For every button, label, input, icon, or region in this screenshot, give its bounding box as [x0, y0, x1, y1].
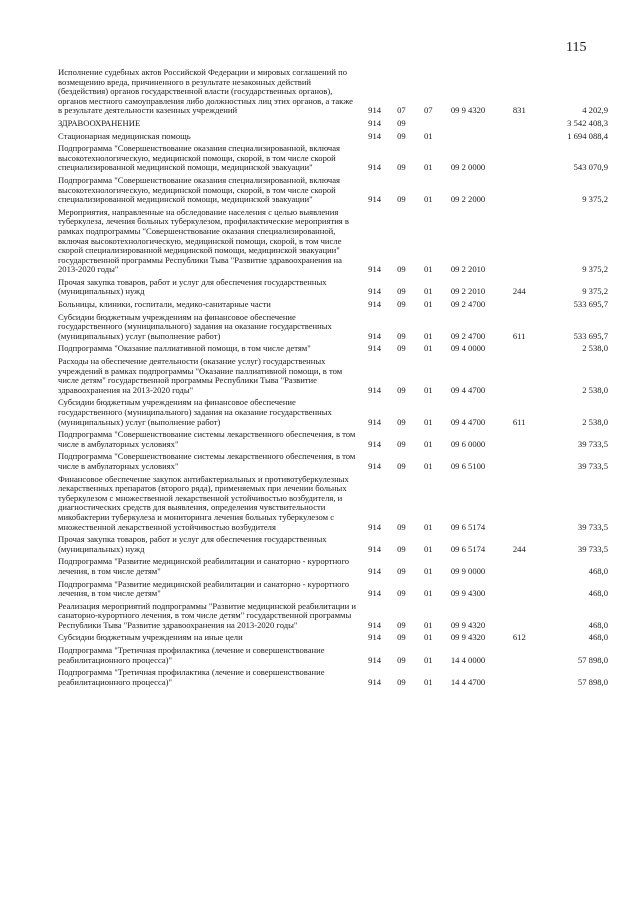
subsection-code: 01 [423, 438, 433, 449]
subsection-code: 01 [423, 654, 433, 665]
admin-code: 914 [368, 343, 382, 354]
amount: 9 375,2 [582, 194, 608, 205]
table-row [58, 475, 608, 536]
admin-code: 914 [368, 105, 382, 116]
table-row [58, 68, 608, 119]
amount: 3 542 408,3 [567, 117, 608, 128]
expense-type-code [513, 557, 546, 579]
subsection-code: 01 [423, 286, 433, 297]
section-code: 09 [397, 676, 406, 687]
table-row [58, 144, 608, 176]
row-name: Мероприятия, направленные на обследование населения с целью выявления туберкулеза, лечения больных туберкулезом, профилактические мероприятия в рамках подпрограммы "Совершенствование оказания специализированной, включая высокотехнологическую, медицинской помощи, скорой, в том числе скорой специализированной медицинской помощи, медицинской эвакуации" государственной программы Республики Тыва "Развитие здравоохранения на 2013-2020 годы" [58, 206, 349, 275]
table-row [58, 278, 608, 300]
admin-code: 914 [368, 286, 382, 297]
row-name: Финансовое обеспечение закупок антибактериальных и противотуберкулезных лекарственных препаратов (второго ряда), применяемых при лечении больных туберкулезом с множественной лекарственной устойчивостью возбудителя, и диагностических средств для выявления, определения чувствительности микобактерии туберкулеза и мониторинга лечения больных туберкулезом с множественной лекарственной устойчивостью возбудителя [58, 473, 349, 532]
expense-type-code [513, 144, 546, 176]
amount: 468,0 [588, 588, 608, 599]
section-code: 09 [397, 286, 406, 297]
table-row [58, 557, 608, 579]
expense-type-code [513, 646, 546, 668]
admin-code: 914 [368, 416, 382, 427]
target-article-code: 09 4 4700 [450, 384, 486, 395]
subsection-code: 01 [423, 632, 433, 643]
admin-code: 914 [368, 117, 382, 128]
subsection-code: 01 [423, 565, 433, 576]
row-name: Реализация мероприятий подпрограммы "Развитие медицинской реабилитации и санаторно-курортного лечения, в том числе детям" государственной программы Республики Тыва "Развитие здравоохранения на 2013-2020 годы" [58, 600, 356, 630]
table-row [58, 313, 608, 345]
target-article-code [451, 119, 513, 132]
row-name: Исполнение судебных актов Российской Федерации и мировых соглашений по возмещению вреда, причиненного в результате незаконных действий (бездействия) органов государственной власти (государственных органов), органов местного самоуправления либо должностных лиц этих органов, а также в результате деятельности казенных учреждений [58, 67, 353, 116]
expense-type-code: 244 [512, 286, 526, 297]
subsection-code: 01 [423, 162, 433, 173]
row-name: Подпрограмма "Развитие медицинской реабилитации и санаторно - курортного лечения, в том числе детям" [58, 578, 350, 599]
target-article-code: 09 6 0000 [450, 438, 486, 449]
row-name: Прочая закупка товаров, работ и услуг для обеспечения государственных (муниципальных) нужд [58, 534, 327, 554]
target-article-code: 09 6 5100 [450, 460, 486, 471]
subsection-code: 07 [423, 105, 433, 116]
section-code: 09 [397, 654, 406, 665]
expense-type-code [513, 208, 546, 278]
row-name: Подпрограмма "Развитие медицинской реабилитации и санаторно - курортного лечения, в том числе детям" [58, 556, 350, 576]
table-row [58, 668, 608, 690]
section-code: 09 [397, 416, 406, 427]
target-article-code: 09 2 2000 [450, 194, 486, 205]
section-code: 09 [397, 619, 406, 630]
admin-code: 914 [368, 632, 382, 643]
table-row [58, 176, 608, 208]
section-code: 09 [397, 343, 406, 354]
expense-type-code [513, 300, 546, 313]
admin-code: 914 [368, 299, 382, 310]
expense-type-code [513, 132, 546, 145]
target-article-code: 09 6 5174 [450, 543, 486, 554]
admin-code: 914 [368, 676, 382, 687]
table-row [58, 208, 608, 278]
page-number: 115 [566, 40, 587, 55]
admin-code: 914 [368, 438, 382, 449]
target-article-code: 09 2 2010 [450, 264, 486, 275]
amount: 468,0 [588, 565, 608, 576]
target-article-code: 09 9 4320 [450, 619, 486, 630]
section-code: 09 [397, 384, 406, 395]
table-row [58, 535, 608, 557]
admin-code: 914 [368, 330, 382, 341]
admin-code: 914 [368, 521, 382, 532]
subsection-code: 01 [423, 619, 433, 630]
target-article-code: 09 9 4300 [450, 588, 486, 599]
amount: 468,0 [588, 632, 608, 643]
target-article-code: 14 4 4700 [450, 676, 486, 687]
admin-code: 914 [368, 384, 382, 395]
row-name: Подпрограмма "Оказание паллиативной помощи, в том числе детям" [58, 343, 311, 354]
row-name: Подпрограмма "Третичная профилактика (лечение и совершенствование реабилитационного процесса)" [58, 645, 325, 665]
row-name: Подпрограмма "Совершенствование оказания специализированной, включая высокотехнологическую, медицинской помощи, скорой, в том числе скорой специализированной медицинской помощи, медицинской эвакуации" [58, 174, 341, 205]
section-code: 09 [397, 264, 406, 275]
subsection-code: 01 [423, 194, 433, 205]
subsection-code: 01 [423, 416, 433, 427]
target-article-code: 09 6 5174 [450, 521, 486, 532]
amount: 39 733,5 [577, 460, 608, 471]
amount: 57 898,0 [577, 676, 608, 687]
expense-type-code [513, 430, 546, 452]
expense-type-code [513, 580, 546, 602]
target-article-code: 09 2 4700 [450, 299, 486, 310]
amount: 1 694 088,4 [567, 130, 608, 141]
row-name: Подпрограмма "Совершенствование системы лекарственного обеспечения, в том числе в амбулаторных условиях" [58, 429, 356, 449]
expense-type-code [513, 357, 546, 398]
table-row [58, 646, 608, 668]
table-row [58, 398, 608, 430]
amount: 2 538,0 [582, 384, 608, 395]
target-article-code: 09 2 2010 [450, 286, 486, 297]
subsection-code: 01 [423, 343, 433, 354]
row-name: Расходы на обеспечение деятельности (оказание услуг) государственных учреждений в рамках подпрограммы "Оказание паллиативной помощи, в том числе детям" государственной программы Республики Тыва "Развитие здравоохранения на 2013-2020 годы" [58, 356, 343, 395]
section-code: 09 [397, 632, 406, 643]
target-article-code: 09 9 4320 [450, 632, 486, 643]
subsection-code: 01 [423, 460, 433, 471]
admin-code: 914 [368, 619, 382, 630]
table-row [58, 452, 608, 474]
expense-type-code: 244 [512, 543, 526, 554]
section-code: 09 [397, 117, 406, 128]
row-name: Стационарная медицинская помощь [58, 130, 191, 141]
target-article-code: 09 9 0000 [450, 565, 486, 576]
admin-code: 914 [368, 194, 382, 205]
expense-type-code: 611 [512, 416, 526, 427]
subsection-code: 01 [423, 588, 433, 599]
subsection-code [424, 119, 451, 132]
amount: 533 695,7 [573, 330, 608, 341]
row-name: Субсидии бюджетным учреждениям на финансовое обеспечение государственного (муниципального) задания на оказание государственных (муниципальных) услуг (выполнение работ) [58, 397, 332, 427]
expense-type-code [513, 602, 546, 634]
section-code: 09 [397, 194, 406, 205]
expense-type-code [513, 119, 546, 132]
subsection-code: 01 [423, 130, 433, 141]
amount: 39 733,5 [577, 543, 608, 554]
amount: 2 538,0 [582, 416, 608, 427]
amount: 533 695,7 [573, 299, 608, 310]
admin-code: 914 [368, 130, 382, 141]
expense-type-code [513, 452, 546, 474]
subsection-code: 01 [423, 676, 433, 687]
amount: 4 202,9 [582, 105, 608, 116]
row-name: Подпрограмма "Третичная профилактика (лечение и совершенствование реабилитационного процесса)" [58, 667, 325, 687]
admin-code: 914 [368, 460, 382, 471]
section-code: 09 [397, 565, 406, 576]
target-article-code: 09 4 0000 [450, 343, 486, 354]
target-article-code: 14 4 0000 [450, 654, 486, 665]
row-name: Прочая закупка товаров, работ и услуг для обеспечения государственных (муниципальных) нужд [58, 276, 327, 297]
expense-type-code: 611 [512, 330, 526, 341]
target-article-code [451, 132, 513, 145]
admin-code: 914 [368, 162, 382, 173]
row-name: Больницы, клиники, госпитали, медико-санитарные части [58, 299, 271, 310]
row-name: Субсидии бюджетным учреждениям на финансовое обеспечение государственного (муниципального) задания на оказание государственных (муниципальных) услуг (выполнение работ) [58, 311, 332, 341]
subsection-code: 01 [423, 330, 433, 341]
section-code: 09 [397, 543, 406, 554]
amount: 9 375,2 [582, 286, 608, 297]
row-name: Субсидии бюджетным учреждениям на иные цели [58, 632, 243, 643]
table-row [58, 580, 608, 602]
section-code: 09 [397, 588, 406, 599]
table-row [58, 119, 608, 132]
section-code: 09 [397, 299, 406, 310]
table-row [58, 357, 608, 398]
row-name: ЗДРАВООХРАНЕНИЕ [58, 117, 141, 128]
admin-code: 914 [368, 543, 382, 554]
section-code: 09 [397, 438, 406, 449]
admin-code: 914 [368, 264, 382, 275]
expense-type-code [513, 344, 546, 357]
subsection-code: 01 [423, 521, 433, 532]
subsection-code: 01 [423, 264, 433, 275]
section-code: 07 [397, 105, 406, 116]
target-article-code: 09 4 4700 [450, 416, 486, 427]
admin-code: 914 [368, 588, 382, 599]
amount: 2 538,0 [582, 343, 608, 354]
expense-type-code [513, 176, 546, 208]
subsection-code: 01 [423, 384, 433, 395]
budget-table [58, 68, 608, 690]
amount: 39 733,5 [577, 521, 608, 532]
expense-type-code: 831 [512, 105, 526, 116]
section-code: 09 [397, 162, 406, 173]
subsection-code: 01 [423, 543, 433, 554]
section-code: 09 [397, 521, 406, 532]
section-code: 09 [397, 330, 406, 341]
admin-code: 914 [368, 654, 382, 665]
amount: 9 375,2 [582, 264, 608, 275]
target-article-code: 09 2 0000 [450, 162, 486, 173]
table-row [58, 300, 608, 313]
target-article-code: 09 9 4320 [450, 105, 486, 116]
expense-type-code [513, 668, 546, 690]
table-row [58, 430, 608, 452]
admin-code: 914 [368, 565, 382, 576]
row-name: Подпрограмма "Совершенствование системы лекарственного обеспечения, в том числе в амбулаторных условиях" [58, 451, 356, 471]
target-article-code: 09 2 4700 [450, 330, 486, 341]
subsection-code: 01 [423, 299, 433, 310]
section-code: 09 [397, 130, 406, 141]
amount: 543 070,9 [573, 162, 608, 173]
expense-type-code: 612 [512, 632, 526, 643]
expense-type-code [513, 475, 546, 536]
table-row [58, 602, 608, 634]
amount: 39 733,5 [577, 438, 608, 449]
section-code: 09 [397, 460, 406, 471]
amount: 57 898,0 [577, 654, 608, 665]
row-name: Подпрограмма "Совершенствование оказания специализированной, включая высокотехнологическую, медицинской помощи, скорой, в том числе скорой специализированной медицинской помощи, медицинской эвакуации" [58, 143, 341, 173]
amount: 468,0 [588, 619, 608, 630]
